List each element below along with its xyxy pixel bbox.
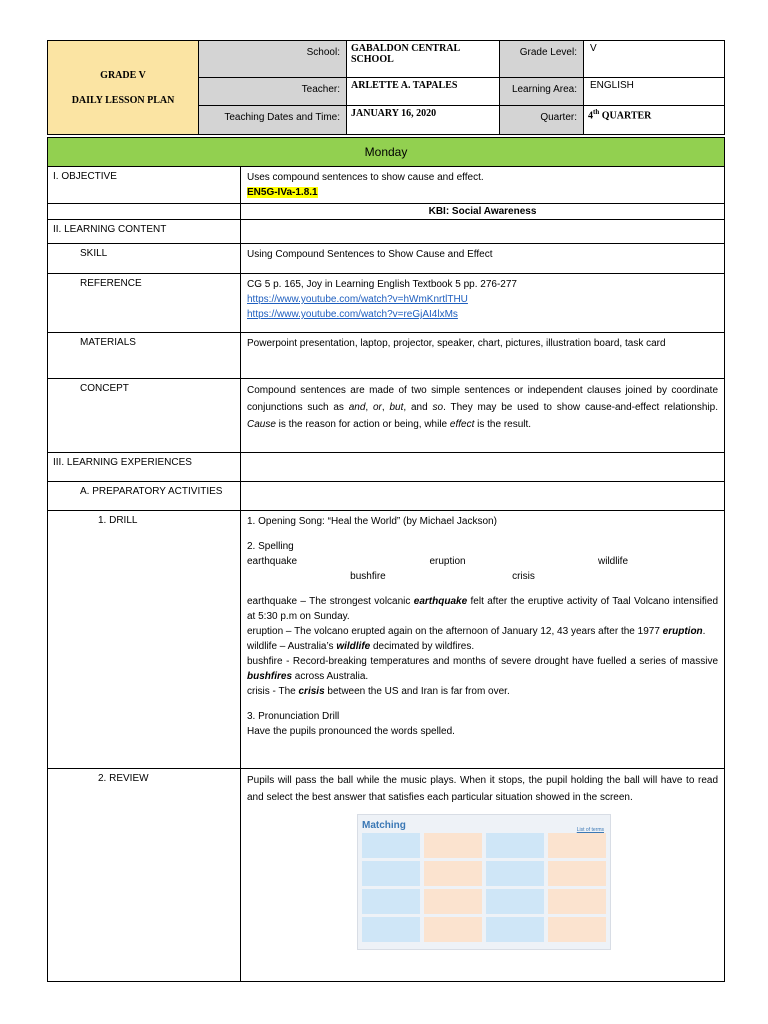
experiences-label: III. LEARNING EXPERIENCES [48,453,241,482]
matching-list-link: List of terms [576,827,604,833]
spelling-words-row-1 [247,554,718,569]
grade-title: GRADE V [100,69,146,81]
reference-text: CG 5 p. 165, Joy in Learning English Textbook 5 pp. 276-277 [247,279,517,290]
matching-title: Matching [362,820,406,831]
reference-label: REFERENCE [48,274,241,333]
sentence-earthquake: earthquake – The strongest volcanic earthquake felt after the eruptive activity of Taal Volcano intensified at 5:30 p.m on Sunday. [247,596,719,622]
drill-cell [241,511,725,769]
content-label: II. LEARNING CONTENT [48,220,241,244]
drill-label: 1. DRILL [48,511,241,769]
spelling-word: earthquake [247,556,298,567]
dates-value: JANUARY 16, 2020 [347,106,500,135]
skill-label: SKILL [48,244,241,274]
pronunciation-heading: 3. Pronunciation Drill [247,711,340,722]
quarter-label: Quarter: [500,106,584,135]
kbi-text: KBI: Social Awareness [241,204,725,220]
spelling-word: crisis [512,571,535,582]
sentence-crisis: crisis - The crisis between the US and Iran is far from over. [247,686,510,697]
reference-link-1[interactable]: https://www.youtube.com/watch?v=hWmKnrtlTHU [247,294,468,305]
header-table [47,40,725,135]
objective-code: EN5G-IVa-1.8.1 [247,187,318,198]
grade-level-value: V [584,41,725,78]
opening-song: 1. Opening Song: “Heal the World” (by Michael Jackson) [247,516,497,527]
teacher-label: Teacher: [199,78,347,106]
review-text: Pupils will pass the ball while the music plays. When it stops, the pupil holding the ball will have to read and select the best answer that satisfies each particular situation showed in the screen. [247,775,719,803]
concept-text: Compound sentences are made of two simple sentences or independent clauses joined by coordinate conjunctions such as and, or, but, and so. They may be used to show cause-and-effect relationship. Cause is the reason for action or being, while effect is the result. [241,379,725,453]
objective-text: Uses compound sentences to show cause and effect. [247,172,484,183]
review-label: 2. REVIEW [48,769,241,982]
reference-cell [241,274,725,333]
quarter-value: 4th QUARTER [584,106,725,135]
objective-label: I. OBJECTIVE [48,167,241,204]
spelling-heading: 2. Spelling [247,541,294,552]
lesson-table [47,137,725,982]
school-label: School: [199,41,347,78]
prep-label: A. PREPARATORY ACTIVITIES [48,482,241,511]
skill-text: Using Compound Sentences to Show Cause and Effect [241,244,725,274]
materials-label: MATERIALS [48,333,241,379]
matching-slide-image [357,814,611,950]
learning-area-label: Learning Area: [500,78,584,106]
materials-text: Powerpoint presentation, laptop, projector, speaker, chart, pictures, illustration board, task card [241,333,725,379]
reference-link-2[interactable]: https://www.youtube.com/watch?v=reGjAI4lxMs [247,309,458,320]
grade-block [48,41,199,135]
plan-title: DAILY LESSON PLAN [71,94,175,106]
grade-level-label: Grade Level: [500,41,584,78]
dates-label: Teaching Dates and Time: [199,106,347,135]
day-banner: Monday [48,138,725,167]
learning-area-value: ENGLISH [584,78,725,106]
teacher-value: ARLETTE A. TAPALES [347,78,500,106]
spelling-words-row-2 [247,569,718,584]
concept-label: CONCEPT [48,379,241,453]
review-cell [241,769,725,982]
spelling-word: eruption [429,556,466,567]
sentence-bushfire: bushfire - Record-breaking temperatures and months of severe drought have fuelled a series of massive bushfires across Australia. [247,656,719,682]
sentence-eruption: eruption – The volcano erupted again on the afternoon of January 12, 43 years after the 1977 eruption. [247,626,706,637]
pronunciation-text: Have the pupils pronounced the words spelled. [247,726,455,737]
spelling-word: bushfire [350,571,386,582]
spelling-word: wildlife [598,556,629,567]
objective-cell [241,167,725,204]
school-value: GABALDON CENTRAL SCHOOL [347,41,500,78]
sentence-wildlife: wildlife – Australia’s wildlife decimated by wildfires. [247,641,475,652]
